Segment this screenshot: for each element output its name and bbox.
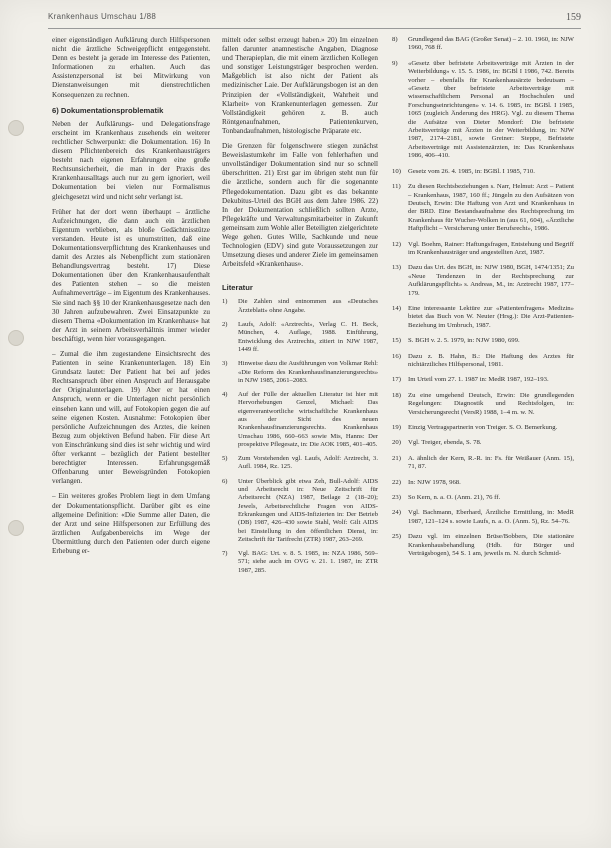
reference-list bbox=[222, 298, 378, 575]
literature-heading: Literatur bbox=[222, 283, 253, 293]
section-heading: 6) Dokumentationsproblematik bbox=[52, 105, 164, 115]
reference-item bbox=[392, 305, 574, 330]
paragraph: mittelt oder selbst erzeugt haben.» 20) Im einzelnen fallen darunter anamnestische Angaben, Diagnose und Therapieplan, die mit einem ärztlichen Kollegen und sonstiger Leistungsträger besprochen werden. Maßgeblich ist also nicht der Patient als medizinischer Laie. Der Aufklärungsbogen ist an den Prinzipien der «Vollständigkeit, Wahrheit und Klarheit» von Krankenunterlagen gemessen. Zur Vollständigkeit gehören z. B. auch Röntgenaufnahmen, Patientenkurven, Tonbandaufnahmen, histologische Präparate etc. bbox=[222, 36, 378, 135]
reference-item bbox=[392, 533, 574, 558]
reference-number: 7) bbox=[222, 550, 228, 558]
reference-number: 14) bbox=[392, 304, 401, 312]
reference-text: Im Urteil vom 27. 1. 1987 in: MedR 1987, 192–193. bbox=[408, 376, 549, 384]
paragraph: Früher hat der dort wenn überhaupt – ärztliche Aufzeichnungen, die dann auch ein ärztlichen Eigentum verblieben, als bloße Gedächtnisstütze verstanden. Heute ist es unumstritten, daß eine Dokumentationsverpflichtung des Krankenhauses und damit des Arztes als Nebenpflicht zum stationären Behandlungsvertrag besteht. 17) Diese Dokumentationen über den Krankenhausaufenthalt des Patienten stehen – so die meisten Aufnahmeverträge – im Eigentum des Krankenhauses. Sie sind nach §§ 10 der Krankenhausgesetze nach den 30 Jahren aufzubewahren. Zwei Einsatzpunkte zu diesem Thema «Dokumentation im Krankenhaus» hat der Arzt in seinem Arbeitsverhältnis immer wieder beschäftigt, wenn hier vorausgegangen. bbox=[52, 207, 210, 343]
reference-text: Dazu z. B. Hahn, B.: Die Haftung des Arztes für nichtärztliches Hilfspersonal, 1981. bbox=[408, 352, 574, 368]
reference-item bbox=[392, 168, 574, 176]
reference-item bbox=[222, 391, 378, 449]
reference-number: 21) bbox=[392, 454, 401, 462]
reference-number: 10) bbox=[392, 167, 401, 175]
reference-number: 15) bbox=[392, 337, 401, 345]
reference-number: 25) bbox=[392, 533, 401, 541]
reference-item bbox=[392, 509, 574, 526]
reference-item bbox=[222, 321, 378, 354]
reference-item bbox=[392, 494, 574, 502]
reference-text: Vgl. BAG: Urt. v. 8. 5. 1985, in: NZA 1986, 569–571; siehe auch im OVG v. 21. 1. 1987, in: ZTR 1987, 285. bbox=[238, 550, 378, 574]
reference-item bbox=[392, 439, 574, 447]
binder-hole bbox=[8, 120, 24, 136]
binder-hole bbox=[8, 520, 24, 536]
reference-text: A. ähnlich der Kern, R.-R. in: Fs. für Weißauer (Anm. 15), 71, 87. bbox=[408, 454, 574, 471]
reference-text: Hinweise dazu die Ausführungen von Volkmar Rehl: «Die Reform des Krankenhausfinanzierungsrechts» in NJW 1985, 2061–2083. bbox=[238, 360, 378, 384]
reference-item bbox=[392, 455, 574, 472]
page-number: 159 bbox=[566, 12, 581, 23]
reference-list bbox=[392, 36, 574, 559]
reference-text: Unter Überblick gibt etwa Zeh, Bull-Adolf: AIDS und Arbeitsrecht in: Neue Zeitschrift für Arbeitsrecht (NZA) 1987, Beilage 2 (18–20); Jewels, Arbeitsrechtliche Fragen von AIDS-Erkrankungen und AIDS-Infizierten in: Der Betrieb (DB) 1987, 426–430 sowie Stahl, Wolf: Gilt AIDS bei Einstellung in den öffentlichen Dienst, in: Zeitschrift für Tarifrecht (ZTR) 1987, 263–269. bbox=[238, 477, 378, 543]
reference-text: Vgl. Bachmann, Eberhard, Ärztliche Ermittlung, in: MedR 1987, 121–124 s. sowie Laufs, n. a. O. (Anm. 5), Rz. 54–76. bbox=[408, 509, 574, 525]
reference-item bbox=[392, 392, 574, 417]
reference-text: Zu eine umgehend Deutsch, Erwin: Die grundlegenden Regelungen: Diagnostik und Rechtsfolgen, in: Versicherungsrecht (VersR) 1988, 1–4 m. w. N. bbox=[408, 391, 574, 416]
reference-item bbox=[392, 36, 574, 53]
reference-number: 12) bbox=[392, 240, 401, 248]
reference-item bbox=[392, 183, 574, 233]
reference-item bbox=[392, 337, 574, 345]
running-head bbox=[48, 12, 581, 24]
reference-text: Dazu vgl. im einzelnen Brüse/Bobbers, Die stationäre Krankenhausbehandlung (Hdb. für Bürger und Verträgsbogen), 54 S. 1 am, jeweils m. N. durch Schmid- bbox=[408, 533, 574, 558]
reference-text: Eine interessante Lektüre zur «Patientenfragen» Medizin» bietet das Buch von W. Neuter (Hrsg.): Die Arzt-Patienten-Beziehung im Umbruch, 1987. bbox=[408, 304, 574, 329]
reference-number: 20) bbox=[392, 439, 401, 447]
reference-text: Vgl. Boehm, Rainer: Haftungsfragen, Entstehung und Begriff im Krankenhausträger und angestellten Arzt, 1987. bbox=[408, 240, 574, 256]
reference-text: Zu diesen Rechtsbeziehungen s. Narr, Helmut: Arzt – Patient – Krankenhaus, 1987, 160 ff.; Jüngeln zu den Aufsätzen von Deutsch, Erwin: Die Haftung von Arzt und Krankenhaus in der BRD. Eine Bestandsaufnahme des Rechtsprechung im Krankenhaus für Wucher-Wolken in (aus 61, 604), «Ärztliche Haftpflicht – Versicherung unter Berufsrecht», 1986. bbox=[408, 183, 574, 233]
reference-number: 1) bbox=[222, 298, 228, 306]
reference-item bbox=[222, 298, 378, 315]
reference-item bbox=[392, 241, 574, 258]
reference-text: «Gesetz über befristete Arbeitsverträge mit Ärzten in der Weiterbildung» v. 15. 5. 1986, in: BGBl I 1986, 742. Bereits vorher – ebenfalls für Krankenhausärzte bedeutsam – «Gesetz über befristete Arbeitsverträge mit wissenschaftlichem Personal an Hochschulen und Forschungseinrichtungen» v. 14. 6. 1985, in: BGBl. I 1985, 1065 (zugleich Änderung des HRG). Vgl. zu diesem Thema die Aufsätze von Dieter Mondorf: Die befristete Arbeitsverträge mit Ärzten in der Weiterbildung, in: NJW 1987, 2174–2181, sowie Greiner: Steppe, Befristete Arbeitsverträge mit Assistenzärzten, in: Das Krankenhaus 1986, 406–410. bbox=[408, 59, 574, 160]
reference-item bbox=[392, 353, 574, 370]
reference-text: Vgl. Treiger, ebenda, S. 78. bbox=[408, 439, 482, 447]
reference-text: In: NJW 1978, 968. bbox=[408, 478, 461, 486]
reference-number: 9) bbox=[392, 59, 398, 67]
reference-number: 2) bbox=[222, 321, 228, 329]
reference-number: 19) bbox=[392, 424, 401, 432]
column-3 bbox=[392, 36, 574, 834]
reference-item bbox=[392, 479, 574, 487]
binder-hole bbox=[8, 330, 24, 346]
reference-text: Einzig Vertragspartnerin von Treiger. S. O. Bemerkung. bbox=[408, 424, 558, 432]
reference-number: 16) bbox=[392, 352, 401, 360]
reference-text: Laufs, Adolf: «Arztrecht», Verlag C. H. Beck, München, 4. Auflage, 1988. Einführung, Entwicklung des Arztrechts, zitiert in NJW 1987, 1449 ff. bbox=[238, 321, 378, 353]
reference-text: Auf der Fülle der aktuellen Literatur ist hier mit Hervorhebungen Genzel, Michael: Das eigenverantwortliche wirtschaftliche Krankenhaus aus der Sicht des neuen Krankenhausfinanzierungsrechts. Krankenhaus Umschau 1986, 660–663 sowie Mis, Hanns: Der prospektive Pflegesatz, in: Die AOK 1985, 401–405. bbox=[238, 391, 378, 448]
reference-item bbox=[222, 455, 378, 472]
reference-number: 3) bbox=[222, 360, 228, 368]
paragraph: Neben der Aufklärungs- und Delegationsfrage erscheint im Krankenhaus zusehends ein weiterer rechtlicher Schwerpunkt: die Dokumentation. 16) In diesem Pflichtenbereich des Krankenhausträgers besteht nach eigenen Erfahrungen eine große Rechtsunsicherheit, die man in der Praxis des Krankenhausalltags auch nur zu gern ignoriert, weil Dokumentation bei vielen nur Formalismus gleichgesetzt wird und nicht sehr verlangt ist. bbox=[52, 119, 210, 201]
reference-number: 22) bbox=[392, 478, 401, 486]
paragraph: – Zumal die ihm zugestandene Einsichtsrecht des Patienten in seine Krankenunterlagen. 18) Ein Grundsatz lautet: Der Patient hat bei auf jedes Rechtsanspruch über einen Anspruch auf Herausgabe der Originalunterlagen. 19) Aber er hat einen Anspruch, wenn er die Unterlagen nicht persönlich einsehen kann und will, auf Fotokopien gegen die auf seine eigenen Kosten. Ausnahme: Fotokopien über persönliche Aufzeichnungen des Arztes, die keinen Bezug zum objektiven Befund haben. Für diese Art von Einschränkung sind dies ist sehr wichtig und wird öfter verkannt – bezüglich der Patient bestellter berechtigter Interessen. Erfahrungsgemäß Offenbarung unter Beweisgründen Fotokopien verlangen. bbox=[52, 350, 210, 486]
reference-text: Die Zahlen sind entnommen aus «Deutsches Ärzteblatt» ohne Angabe. bbox=[238, 298, 378, 314]
reference-number: 24) bbox=[392, 509, 401, 517]
reference-number: 17) bbox=[392, 376, 401, 384]
reference-number: 8) bbox=[392, 36, 398, 43]
reference-number: 6) bbox=[222, 477, 228, 485]
reference-item bbox=[392, 60, 574, 161]
reference-item bbox=[222, 550, 378, 575]
reference-text: Dazu das Urt. des BGH, in: NJW 1980, BGH, 1474/1351; Zu «Neue Tendenzen in der Rechtsprechung zur Aufklärungspflicht» s. Andreas, M., in: Arztrecht 1987, 177–179. bbox=[408, 264, 574, 297]
column-1 bbox=[52, 36, 210, 834]
reference-text: Gesetz vom 26. 4. 1985, in: BGBl. I 1985, 710. bbox=[408, 167, 535, 175]
reference-text: Grundlegend das BAG (Großer Senat) – 2. 10. 1960, in: NJW 1960, 768 ff. bbox=[408, 36, 574, 52]
reference-number: 5) bbox=[222, 455, 228, 463]
reference-item bbox=[392, 424, 574, 432]
running-title: Krankenhaus Umschau 1/88 bbox=[48, 12, 157, 21]
column-2 bbox=[222, 36, 378, 834]
reference-text: So Kern, n. a. O. (Anm. 21), 76 ff. bbox=[408, 494, 501, 502]
reference-item bbox=[222, 478, 378, 544]
paragraph: Die Grenzen für folgenschwere stiegen zunächst Beweislastumkehr im Falle von fehlerhaften und unvollständiger Dokumentation sind nur so schnell überschritten. 21) Erst gar im übrigen steht nun für die ärztliche, sondern auch für die sogenannte Pflegedokumentation. Dazu gibt es das bekannte Dekubitus-Urteil des BGH aus dem Jahre 1986. 22) In der Dokumentation schließlich sollten Arzte, Pflegekräfte und Verwaltungsmitarbeiter in Zukunft gemeinsam zum Wohle aller Beteiligten zielgerichtete Wege gehen. Gutes Wille, Sachkunde und neue Technologien (EDV) sind gute Voraussetzungen zur Umsetzung dieses und anderer Ziele im gemeinsamen Arbeitsfeld «Krankenhaus». bbox=[222, 142, 378, 269]
reference-item bbox=[392, 376, 574, 384]
reference-text: S. BGH v. 2. 5. 1979, in: NJW 1980, 699. bbox=[408, 337, 520, 345]
reference-text: Zum Vorstehenden vgl. Laufs, Adolf: Arztrecht, 3. Aufl. 1984, Rz. 125. bbox=[238, 455, 378, 471]
reference-number: 4) bbox=[222, 391, 228, 399]
reference-number: 13) bbox=[392, 264, 401, 272]
reference-number: 11) bbox=[392, 183, 401, 191]
reference-item bbox=[222, 360, 378, 385]
reference-number: 18) bbox=[392, 391, 401, 399]
header-rule bbox=[48, 28, 581, 29]
reference-number: 23) bbox=[392, 494, 401, 502]
reference-item bbox=[392, 264, 574, 298]
paragraph: – Ein weiteres großes Problem liegt in dem Umfang der Dokumentationspflicht. Darüber gibt es eine allgemeine Definition: «Die Summe aller Daten, die der Arzt und seine Hilfspersonen zur Erfüllung des ärztlichen Aufgabenbereichs im Wege der Übermittlung durch den Patienten oder durch eigene Erhebung er- bbox=[52, 492, 210, 555]
paragraph: einer eigenständigen Aufklärung durch Hilfspersonen nicht die ärztliche Schweigepflicht entgegensteht. Denn es besteht ja gerade im Interesse des Patienten, Informationen zu erhalten. Auch das Assistenzpersonal ist bei Mitwirkung von Dienstanweisungen mit dienstrechtlichen Konsequenzen zu rechnen. bbox=[52, 36, 210, 99]
